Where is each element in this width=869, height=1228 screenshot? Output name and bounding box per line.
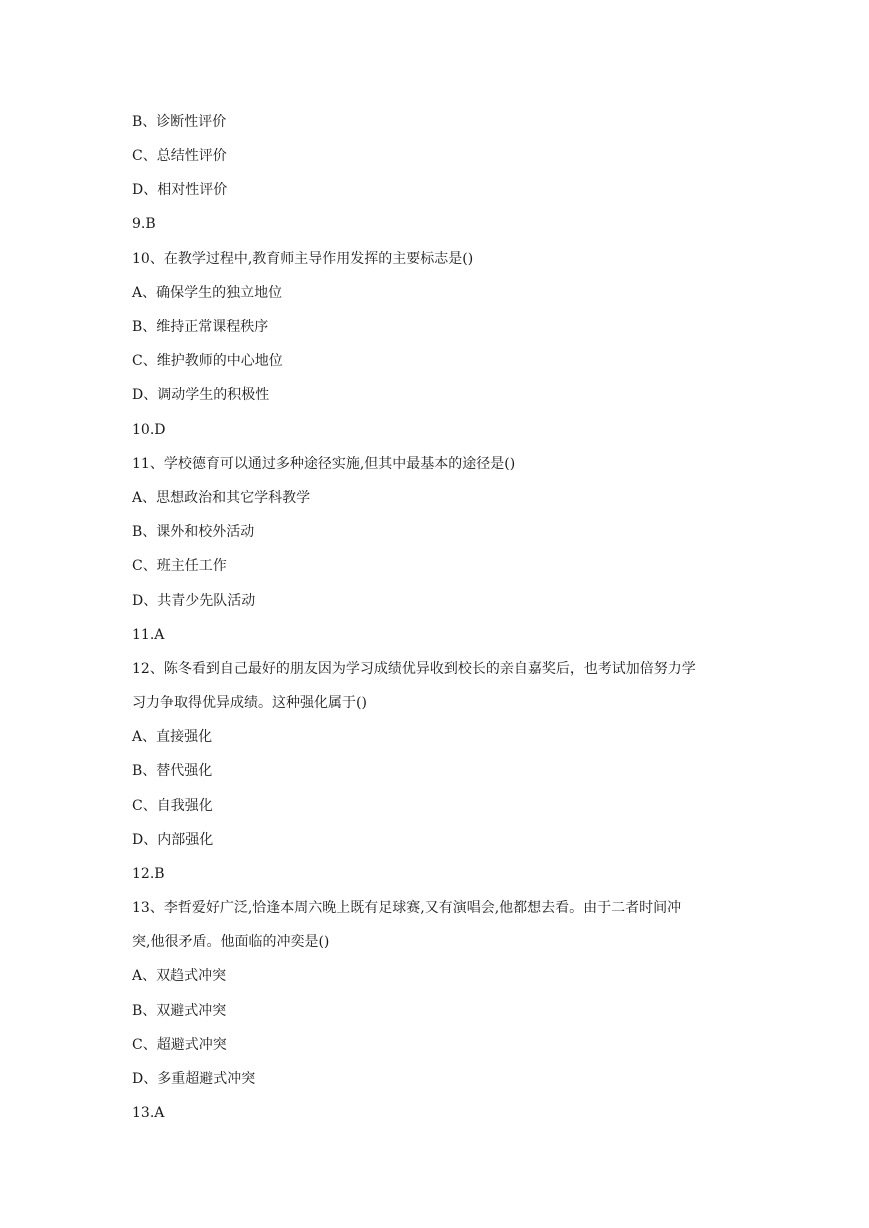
answer-q10: 10.D xyxy=(132,422,166,438)
option-b-q9: B、诊断性评价 xyxy=(132,114,227,130)
option-c-q12: C、自我强化 xyxy=(132,798,213,814)
option-c-q10: C、维护教师的中心地位 xyxy=(132,353,283,369)
option-d-q12: D、内部强化 xyxy=(132,832,214,848)
option-b-q13: B、双避式冲突 xyxy=(132,1003,227,1019)
option-b-q12: B、替代强化 xyxy=(132,763,213,779)
option-d-q9: D、相对性评价 xyxy=(132,182,228,198)
answer-q13: 13.A xyxy=(132,1105,165,1121)
answer-q12: 12.B xyxy=(132,866,165,882)
option-d-q11: D、共青少先队活动 xyxy=(132,593,256,609)
option-c-q11: C、班主任工作 xyxy=(132,558,227,574)
question-13-line-1: 13、李哲爱好广泛,恰逢本周六晚上既有足球赛,又有演唱会,他都想去看。由于二者时间冲 xyxy=(132,900,682,916)
option-a-q11: A、思想政治和其它学科教学 xyxy=(132,490,311,506)
answer-q11: 11.A xyxy=(132,627,165,643)
question-10: 10、在教学过程中,教育师主导作用发挥的主要标志是() xyxy=(132,251,474,267)
option-a-q10: A、确保学生的独立地位 xyxy=(132,285,283,301)
option-b-q10: B、维持正常课程秩序 xyxy=(132,319,269,335)
option-d-q13: D、多重超避式冲突 xyxy=(132,1071,256,1087)
question-12-line-1: 12、陈冬看到自己最好的朋友因为学习成绩优异收到校长的亲自嘉奖后，也考试加倍努力学 xyxy=(132,661,696,677)
question-12-line-2: 习力争取得优异成绩。这种强化属于() xyxy=(132,695,367,711)
option-a-q12: A、直接强化 xyxy=(132,729,213,745)
question-13-line-2: 突,他很矛盾。他面临的冲奕是() xyxy=(132,934,330,950)
option-c-q9: C、总结性评价 xyxy=(132,148,227,164)
option-c-q13: C、超避式冲突 xyxy=(132,1037,227,1053)
option-d-q10: D、调动学生的积极性 xyxy=(132,387,270,403)
option-a-q13: A、双趋式冲突 xyxy=(132,968,227,984)
question-11: 11、学校德育可以通过多种途径实施,但其中最基本的途径是() xyxy=(132,456,516,472)
option-b-q11: B、课外和校外活动 xyxy=(132,524,255,540)
answer-q9: 9.B xyxy=(132,216,156,232)
